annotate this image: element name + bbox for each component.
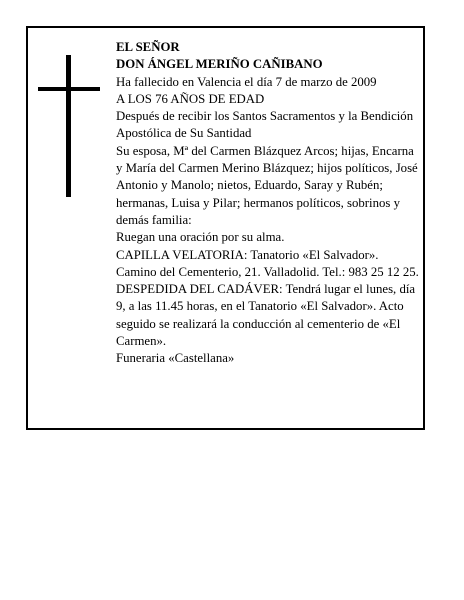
sacraments-line: Después de recibir los Santos Sacramentos y la Bendición Apostólica de Su Santidad bbox=[116, 109, 414, 141]
obituary-notice bbox=[26, 26, 425, 430]
notice-title: EL SEÑOR bbox=[116, 40, 180, 54]
prayer-line: Ruegan una oración por su alma. bbox=[116, 230, 285, 245]
notice-text bbox=[116, 39, 422, 368]
cross-icon bbox=[38, 55, 100, 197]
farewell-paragraph: DESPEDIDA DEL CADÁVER: Tendrá lugar el lunes, día 9, a las 11.45 horas, en el Tanatorio «El Salvador». Acto seguido se realizará la conducción al cementerio de «El Carmen». bbox=[116, 282, 416, 349]
family-paragraph: Su esposa, Mª del Carmen Blázquez Arcos; hijas, Encarna y María del Carmen Merino Blázquez; hijos políticos, José Antonio y Manolo; nietos, Eduardo, Saray y Rubén; hermanas, Luisa y Pilar; hermanos políticos, sobrinos y demás familia: bbox=[116, 143, 418, 227]
age-line: A LOS 76 AÑOS DE EDAD bbox=[116, 91, 265, 106]
death-line: Ha fallecido en Valencia el día 7 de marzo de 2009 bbox=[116, 74, 377, 89]
cross-vertical-bar bbox=[66, 55, 71, 197]
cross-horizontal-bar bbox=[38, 87, 100, 91]
deceased-name: DON ÁNGEL MERIÑO CAÑIBANO bbox=[116, 57, 323, 72]
chapel-paragraph: CAPILLA VELATORIA: Tanatorio «El Salvador». Camino del Cementerio, 21. Valladolid. Tel.: 983 25 12 25. bbox=[116, 247, 419, 279]
funeral-home: Funeraria «Castellana» bbox=[116, 351, 235, 366]
